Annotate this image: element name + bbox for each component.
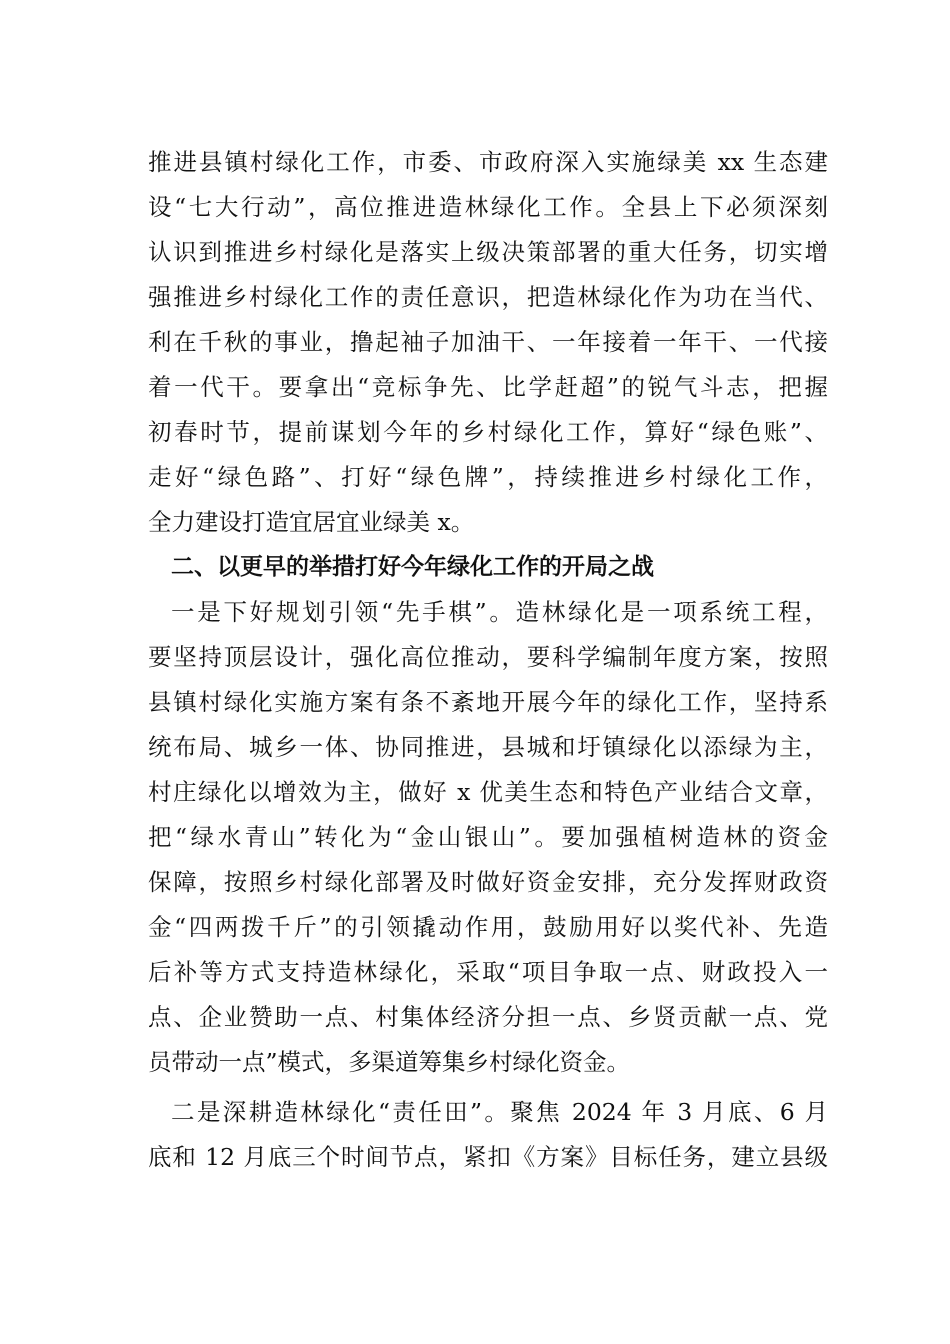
- text-line: 二是深耕造林绿化“责任田”。聚焦 2024 年 3 月底、6 月: [171, 1098, 828, 1126]
- text-line: 一是下好规划引领“先手棋”。造林绿化是一项系统工程，: [171, 598, 828, 626]
- text-line: 着一代干。要拿出“竞标争先、比学赶超”的锐气斗志，把握: [148, 373, 828, 401]
- paragraph-1: [148, 140, 828, 545]
- text-line: 全力建设打造宜居宜业绿美 x。: [148, 508, 475, 536]
- text-line: 村庄绿化以增效为主，做好 x 优美生态和特色产业结合文章，: [148, 778, 828, 806]
- text-line: 强推进乡村绿化工作的责任意识，把造林绿化作为功在当代、: [148, 283, 828, 311]
- paragraph-3: [148, 1090, 828, 1180]
- text-line: 走好“绿色路”、打好“绿色牌”，持续推进乡村绿化工作，: [148, 463, 828, 491]
- text-line: 后补等方式支持造林绿化，采取“项目争取一点、财政投入一: [148, 958, 828, 986]
- text-line: 金“四两拨千斤”的引领撬动作用，鼓励用好以奖代补、先造: [148, 913, 828, 941]
- text-line: 把“绿水青山”转化为“金山银山”。要加强植树造林的资金: [148, 823, 828, 851]
- text-line: 要坚持顶层设计，强化高位推动，要科学编制年度方案，按照: [148, 643, 828, 671]
- text-line: 利在千秋的事业，撸起袖子加油干、一年接着一年干、一代接: [148, 328, 828, 356]
- text-line: 底和 12 月底三个时间节点，紧扣《方案》目标任务，建立县级: [148, 1143, 828, 1171]
- text-line: 初春时节，提前谋划今年的乡村绿化工作，算好“绿色账”、: [148, 418, 828, 446]
- text-line: 认识到推进乡村绿化是落实上级决策部署的重大任务，切实增: [148, 238, 828, 266]
- text-line: 推进县镇村绿化工作，市委、市政府深入实施绿美 xx 生态建: [148, 148, 828, 176]
- text-line: 保障，按照乡村绿化部署及时做好资金安排，充分发挥财政资: [148, 868, 828, 896]
- document-body: [148, 140, 828, 1180]
- text-line: 员带动一点”模式，多渠道筹集乡村绿化资金。: [148, 1048, 631, 1076]
- text-line: 县镇村绿化实施方案有条不紊地开展今年的绿化工作，坚持系: [148, 688, 828, 716]
- text-line: 设“七大行动”，高位推进造林绿化工作。全县上下必须深刻: [148, 193, 828, 221]
- text-line: 点、企业赞助一点、村集体经济分担一点、乡贤贡献一点、党: [148, 1003, 828, 1031]
- text-line: 统布局、城乡一体、协同推进，县城和圩镇绿化以添绿为主，: [148, 733, 828, 761]
- paragraph-2: [148, 590, 828, 1085]
- section-heading: 二、以更早的举措打好今年绿化工作的开局之战: [171, 554, 654, 580]
